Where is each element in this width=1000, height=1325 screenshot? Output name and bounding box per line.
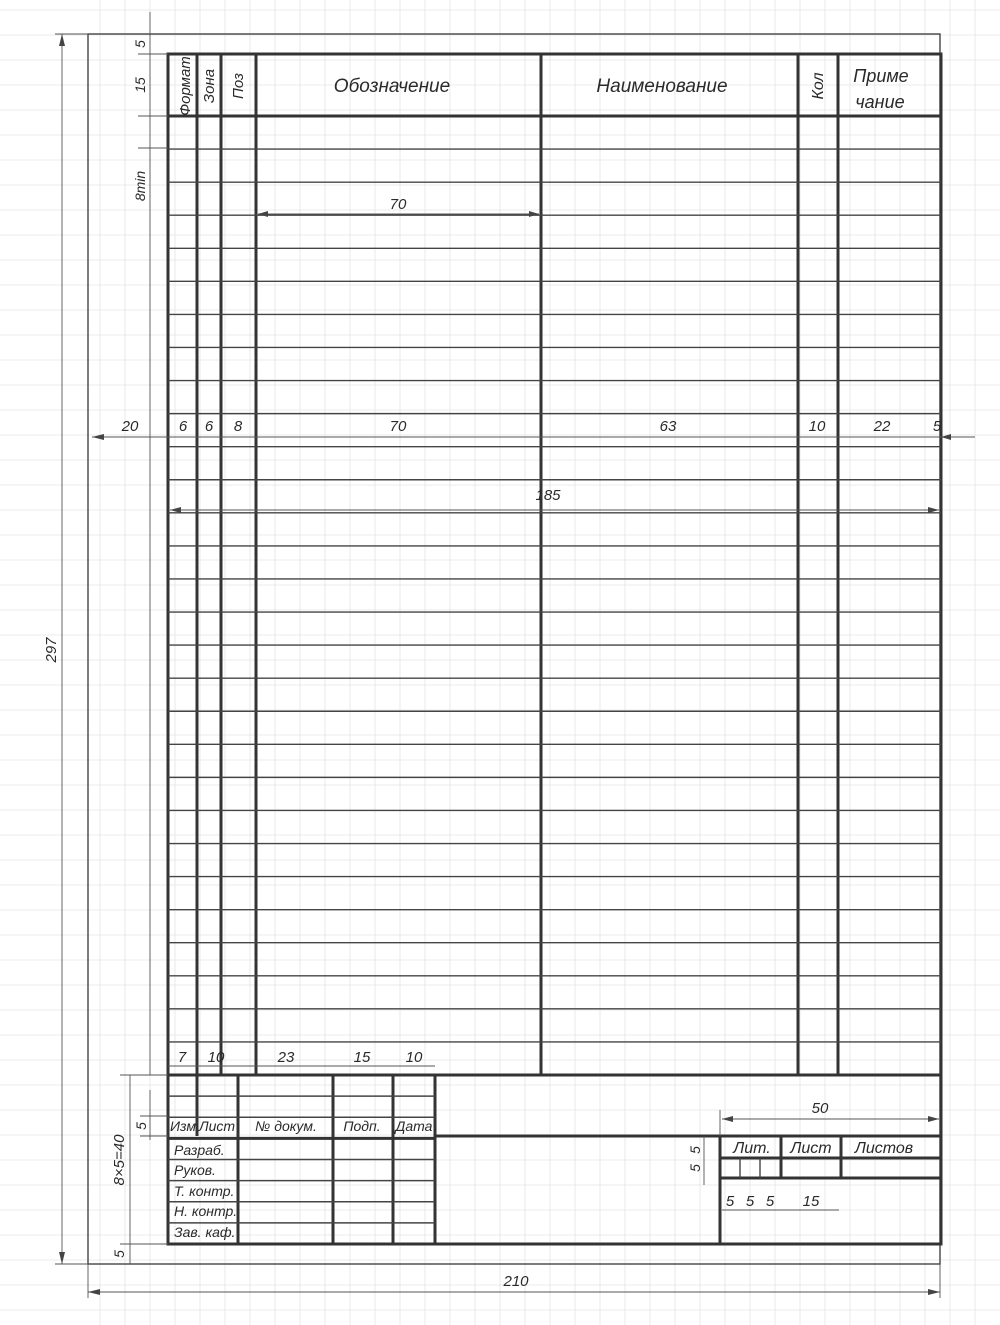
stamp-row-label: Зав. каф.: [174, 1224, 236, 1240]
stamp-row-label: Т. контр.: [174, 1183, 235, 1199]
dim-lit-w1: 5: [725, 1193, 735, 1210]
arrow-left: [722, 1116, 733, 1122]
sheet-trim-border: [88, 34, 940, 1264]
dim-designation-col: 70: [389, 418, 407, 435]
dim-header-height: 15: [132, 77, 148, 93]
arrow-down: [59, 1252, 65, 1264]
dim-right-margin: 5: [932, 418, 942, 435]
dim-designation-top: 70: [389, 196, 407, 213]
arrow-left: [258, 211, 268, 217]
dim-stamp-doc: 23: [277, 1049, 295, 1066]
stamp-date: Дата: [395, 1118, 433, 1134]
dim-stamp-rows: 8×5=40: [111, 1134, 128, 1186]
dim-lit-w2: 5: [745, 1193, 755, 1210]
header-qty: Кол: [810, 72, 827, 100]
dim-zone-col: 6: [204, 418, 214, 435]
dim-name-col: 63: [659, 418, 677, 435]
stamp-sheets: Листов: [854, 1140, 914, 1157]
arrow-right: [529, 211, 539, 217]
dim-sheet-width: 210: [503, 1273, 529, 1290]
dim-pos-col: 8: [233, 418, 243, 435]
stamp-row-label: Руков.: [174, 1162, 216, 1178]
arrow-right: [928, 1289, 940, 1295]
dim-bottom-margin: 5: [111, 1250, 127, 1258]
dim-stamp-izm: 7: [177, 1049, 187, 1066]
stamp-row-label: Разраб.: [174, 1142, 225, 1158]
dim-lit-row-b: 5: [687, 1164, 703, 1172]
arrow-up: [59, 34, 65, 46]
dim-left-margin: 20: [121, 418, 139, 435]
dim-lit-w4: 15: [802, 1193, 820, 1210]
dim-stamp-row: 5: [133, 1122, 149, 1130]
header-zone: Зона: [201, 68, 218, 104]
dim-stamp-list: 10: [207, 1049, 225, 1066]
arrow-left: [170, 507, 181, 513]
stamp-doc-no: № докум.: [255, 1118, 317, 1134]
arrow-left: [88, 1289, 100, 1295]
dim-note-col: 22: [873, 418, 891, 435]
stamp-sheet: Лист: [790, 1140, 832, 1157]
stamp-list: Лист: [198, 1118, 236, 1134]
dim-qty-col: 10: [808, 418, 826, 435]
header-note-line2: чание: [855, 92, 905, 112]
dim-row-min: 8min: [132, 170, 148, 202]
dim-lit-block: 50: [811, 1100, 829, 1117]
dim-stamp-date: 10: [405, 1049, 423, 1066]
stamp-izm: Изм: [170, 1118, 196, 1134]
dim-stamp-sign: 15: [353, 1049, 371, 1066]
dim-lit-w3: 5: [765, 1193, 775, 1210]
stamp-sign: Подп.: [343, 1118, 381, 1134]
dim-format-col: 6: [178, 418, 188, 435]
dim-table-width: 185: [535, 487, 561, 504]
arrow-right: [928, 507, 939, 513]
header-note-line1: Приме: [853, 66, 909, 86]
stamp-row-label: Н. контр.: [174, 1203, 238, 1219]
header-designation: Обозначение: [333, 76, 451, 97]
arrow-right: [928, 1116, 939, 1122]
header-format: Формат: [177, 56, 194, 116]
header-name: Наименование: [596, 76, 728, 97]
spec-table-columns: [197, 54, 838, 1075]
dim-sheet-height: 297: [43, 637, 60, 663]
header-pos: Поз: [230, 72, 247, 100]
dim-top-margin: 5: [132, 40, 148, 48]
stamp-lit: Лит.: [733, 1140, 771, 1157]
dim-lit-row-a: 5: [687, 1146, 703, 1154]
